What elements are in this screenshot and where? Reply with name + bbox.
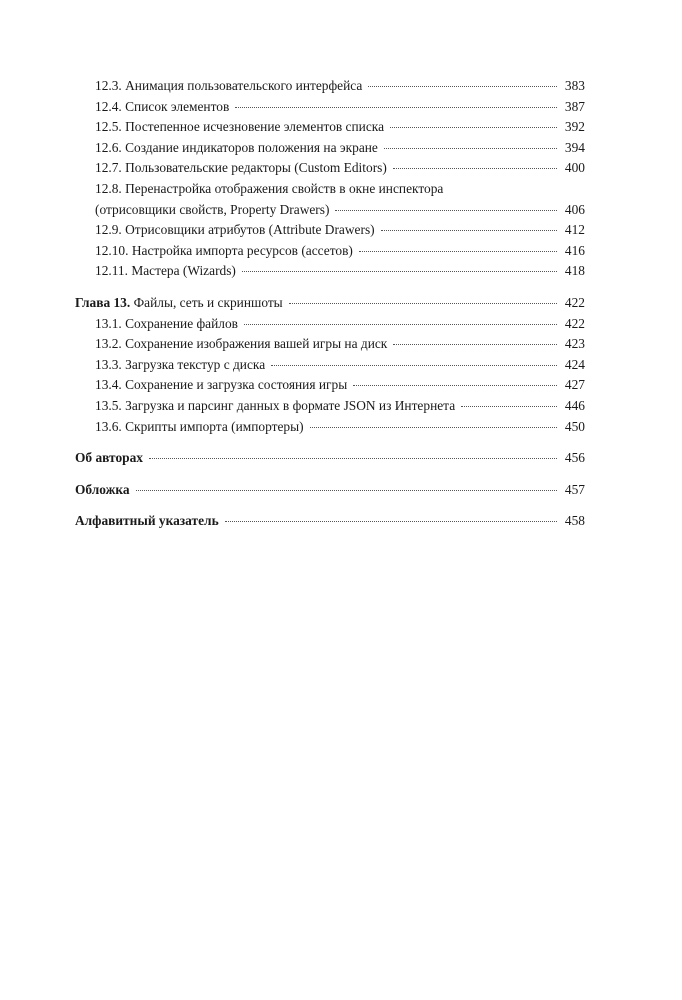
toc-entry-title: Алфавитный указатель [75,513,219,529]
dot-leader [310,427,557,428]
dot-leader [225,521,557,522]
toc-chapter-title [75,293,283,314]
dot-leader [271,365,557,366]
dot-leader [393,344,557,345]
toc-entry-title: 12.10. Настройка импорта ресурсов (ассетов) [95,242,353,258]
dot-leader [359,251,557,252]
toc-entry-12-6[interactable] [75,138,585,159]
toc-entry-13-3[interactable] [75,355,585,376]
toc-entry-12-7[interactable] [75,158,585,179]
toc-entry-page: 458 [564,513,585,529]
toc-chapter-label: Глава 13. [75,294,131,310]
toc-entry-title: 13.1. Сохранение файлов [95,315,238,331]
toc-entry-title: 12.9. Отрисовщики атрибутов (Attribute Drawers) [95,222,375,238]
toc-entry-13-4[interactable] [75,375,585,396]
toc-entry-page: 387 [564,98,585,114]
toc-entry-13-1[interactable] [75,314,585,335]
toc-entry-12-10[interactable] [75,241,585,262]
toc-entry-page: 422 [564,315,585,331]
toc-entry-page: 450 [564,418,585,434]
toc-entry-page: 406 [564,201,585,217]
toc-chapter-13[interactable] [75,293,585,314]
dot-leader [368,86,557,87]
dot-leader [381,230,557,231]
toc-entry-title: 12.7. Пользовательские редакторы (Custom Editors) [95,160,387,176]
section-spacer [75,282,585,293]
toc-entry-13-6[interactable] [75,417,585,438]
table-of-contents [75,76,585,532]
toc-entry-title: 13.6. Скрипты импорта (импортеры) [95,418,304,434]
toc-entry-12-4[interactable] [75,97,585,118]
toc-entry-12-9[interactable] [75,220,585,241]
toc-index[interactable] [75,511,585,532]
dot-leader [461,406,557,407]
toc-entry-page: 424 [564,356,585,372]
section-spacer [75,437,585,448]
toc-entry-12-5[interactable] [75,117,585,138]
dot-leader [149,458,557,459]
dot-leader [235,107,557,108]
toc-entry-page: 394 [564,139,585,155]
toc-entry-12-8-line1[interactable]: 12.8. Перенастройка отображения свойств в окне инспектора [95,180,444,196]
toc-entry-page: 457 [564,481,585,497]
toc-entry-title: 13.4. Сохранение и загрузка состояния игры [95,377,348,393]
toc-entry-page: 456 [564,450,585,466]
toc-about-authors[interactable] [75,448,585,469]
toc-entry-page: 383 [564,78,585,93]
section-spacer [75,469,585,480]
toc-cover[interactable] [75,480,585,501]
toc-entry-title: (отрисовщики свойств, Property Drawers) [95,201,330,217]
dot-leader [335,210,557,211]
toc-chapter-name: Файлы, сеть и скриншоты [133,294,283,310]
dot-leader [289,303,557,304]
toc-entry-13-5[interactable] [75,396,585,417]
toc-entry-page: 427 [564,377,585,393]
dot-leader [136,490,557,491]
dot-leader [242,271,557,272]
dot-leader [390,127,557,128]
toc-entry-title: Обложка [75,481,130,497]
toc-entry-page: 400 [564,160,585,176]
toc-entry-page: 418 [564,263,585,279]
toc-entry-page: 446 [564,397,585,413]
toc-entry-title: 13.3. Загрузка текстур с диска [95,356,266,372]
toc-entry-title: 13.2. Сохранение изображения вашей игры на диск [95,336,388,352]
toc-entry-title: 12.5. Постепенное исчезновение элементов списка [95,119,385,135]
toc-entry-title: 12.6. Создание индикаторов положения на экране [95,139,378,155]
toc-entry-title: 12.11. Мастера (Wizards) [95,263,236,279]
toc-entry-title: 12.4. Список элементов [95,98,230,114]
toc-entry-title: 12.3. Анимация пользовательского интерфейса [95,78,363,93]
toc-entry-page: 423 [564,336,585,352]
toc-entry-page: 392 [564,119,585,135]
dot-leader [353,385,557,386]
dot-leader [244,324,557,325]
toc-entry-title: Об авторах [75,450,143,466]
toc-entry-title: 13.5. Загрузка и парсинг данных в формате JSON из Интернета [95,397,456,413]
toc-entry-page: 416 [564,242,585,258]
section-spacer [75,500,585,511]
toc-entry-page: 422 [564,294,585,310]
dot-leader [393,168,557,169]
toc-entry-13-2[interactable] [75,334,585,355]
dot-leader [384,148,557,149]
toc-entry-12-8[interactable] [75,200,585,221]
toc-entry-12-3[interactable] [75,76,585,97]
toc-entry-page: 412 [564,222,585,238]
toc-entry-12-11[interactable] [75,261,585,282]
